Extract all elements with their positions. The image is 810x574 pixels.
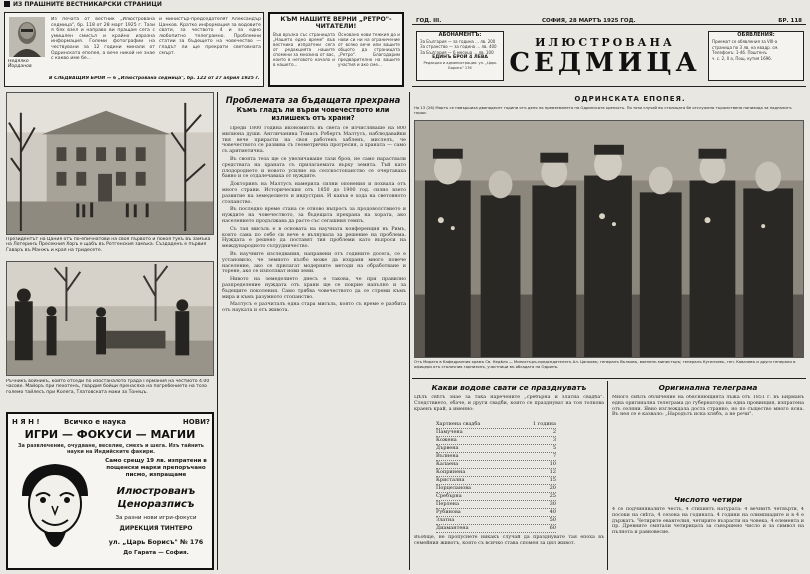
single-issue-price: ЕДИНЪ БРОЙ 4 ЛЕВА [432, 55, 488, 61]
advertising-line-2: страница по 3 лв. на квадр. см. [712, 44, 779, 50]
center-right-column-rule [409, 92, 410, 570]
advertising-title: ОБЯВЛЕНИЯ: [737, 32, 775, 38]
subscription-line-1: За България — за година ... лв. 200 [420, 39, 496, 44]
anniversary-row [436, 437, 556, 445]
center-article-p3: Докторинъ на Малтусъ намерила силни опонения и похвала отъ много страни. Историческия отъ 1850 до 1900 год. силно взето развитие на земеделието и индустрия. И какъв е хода на световното стопанство. [222, 182, 406, 205]
center-left-column-rule [217, 92, 218, 570]
anniversary-name: Кожена [436, 437, 457, 443]
anniversary-name: Копринена [436, 469, 466, 475]
top-bar [2, 0, 402, 10]
anniversary-row [436, 445, 556, 453]
center-article-subtitle: Къмъ гладъ ли върви човечеството или излишекъ отъ храни? [236, 106, 390, 122]
anniversary-name: Порцеланова [436, 485, 472, 491]
retro-col2: Основано нови тежкия до и нови си ни на ограничение от всяко вече или вашите общото да страницата „Ретро". Благодарим предварително на вашите участия и ако сме... [338, 32, 400, 67]
anniversary-years: 50 [549, 517, 556, 523]
ad-top-mid: Всичко е наука [64, 418, 126, 426]
anniversary-years: 7 [552, 453, 556, 459]
anniversary-years: 2 [552, 429, 556, 435]
advertising-box [708, 31, 804, 81]
main-photo-generals [414, 120, 804, 358]
anniversary-years: 1 година [532, 421, 556, 427]
anniversary-years: 12 [549, 469, 556, 475]
author-portrait [9, 17, 45, 57]
center-article-p4: Въ последно време стана се отново въпросъ за продоволствието и нуждите на човечеството, за бъдещата прехрана на хората, ако населението продължава да расте със сегашния темпъ. [222, 207, 406, 224]
center-article-p5: Съ тая мисъль е в основата на научната конференция въ Римъ, която сама по себе си вече е вълнувала за решение на проблема. Нуждата е решено да поставят тия проблеми като въпроси на международното сътрудничество. [222, 226, 406, 250]
anniversary-years: 15 [549, 477, 556, 483]
ad-brand-line1: Илюстрованъ [116, 486, 196, 497]
center-article-p2: Въ своята теза ще се увеличаваше тази броя, не само нараствали средствата на храната съ прилагаемата върху земята. Тъй като плодородието и новото усилие на селскостопанство се очертаваха бавно и се отдалечаваха от нуждите. [222, 156, 406, 180]
anniversary-years: 40 [549, 509, 556, 515]
intro-text-right: и министър-председателят Александър Цанков. Кратко информация за водовите свати, за чеството 4 и за едно любопитно телеграмно. Проблемни статии за бъдещето на човечество — гладът ли ще прекрати световната смърт. [159, 17, 261, 56]
retro-col1: Във връзка със страницата „Нашето едно време" във вестника изпратени сега от редакцията нашите спомени за мнозина от вас, които в неговото начало и в нашето... [273, 32, 335, 67]
ad-price-text: Само срещу 19 лв. изпратени в пощенски марки препоръчано писмо, изпращаме [105, 458, 207, 478]
advertising-line-3: Телефонъ: 1-46. Поштенъ [712, 50, 767, 56]
center-article-p7: Нивото на земеделието днесъ е такова, че при правилно разпределение нуждата отъ храни ще се покрие напълно и за бъдещите поколения. Само трябва човечеството да се стреми къмъ мира и къмъ разумното стопанство. [222, 277, 406, 300]
number-four-title: Числото четири [674, 495, 742, 504]
ad-subheadline: За развлечение, очудване, веселие, смехъ и шега. Изъ тайнить науки на Индийските факири. [18, 443, 204, 455]
bottom-column-rule [607, 381, 608, 570]
editorial-address: Редакция и администрация: ул. „Царь Борисъ" 176 [423, 61, 497, 70]
center-article-title: Проблемата за бъдащата прехрана [225, 95, 401, 105]
top-bar-label: ИЗ ПРАШНИТЕ ВЕСТНИКАРСКИ СТРАНИЦИ [13, 1, 162, 8]
retro-title: КЪМ НАШИТЕ ВЕРНИ „РЕТРО"-ЧИТАТЕЛИ! [280, 16, 392, 30]
masthead-info-row [412, 17, 806, 25]
anniversary-name: Перлена [436, 501, 459, 507]
retro-readers-box [268, 12, 404, 87]
main-photo-title: ОДРИНСКАТА ЕПОПЕЯ. [574, 95, 686, 103]
photo-soldiers-caption: Ръчникъ войникъ, който отседи по изостаналото града Германия на честиото 4.00 часове. Майоръ при пехотенъ, гвардия бойци пренасяха на погребението на тозо големо тайлесъ при Колега, Тлатовската маки за Тонецъ. [6, 379, 210, 395]
masthead-issue: БР. 118 [778, 18, 802, 24]
photo-building-caption: Президентът на Цания отъ по-епичнатови на своя първото и покоя тукъ въ замъка на Лотеринъ Пресекния Хоръ е щабъ въ Ротгенския замъка. Създаденъ е първия Гаваръ въ Манжъ и края на тридесете. [6, 237, 211, 253]
anniversary-row [436, 525, 556, 533]
ad-address: ул. „Царь Борисъ" № 176 [108, 538, 204, 546]
ad-top-right: НОВИ? [182, 418, 210, 426]
anniversary-name: Рубинова [436, 509, 461, 515]
photo-soldiers-ceremony [6, 261, 214, 376]
anniversary-years: 30 [549, 501, 556, 507]
anniversary-years: 10 [549, 461, 556, 467]
center-article-p6: Въ научните изследвания, направени отъ годините досега, се е установило, че земното кълбо може да изхрани много повече население, ако се прилагат модерните методи на обработване и торене, ако се използват нови земи. [222, 251, 406, 275]
anniversaries-list [436, 421, 556, 533]
anniversary-years: 3 [552, 437, 556, 443]
main-photo-top-caption: На 13 (26) Мартъ се навършиха дванадесет години отъ деня на превземането на Одринската крепость. По този случай въ столицата бе отслужена тържествена панихида за падналитъ герои. [414, 106, 792, 115]
subscription-box [416, 31, 504, 81]
fakir-face-icon [14, 458, 96, 564]
subscription-line-2: За странство — за година ... лв. 400 [420, 44, 497, 50]
telegram-text: Много смѣлъ обличение на обясняющията лъжа отъ 1851 г. въ Бирманъ една оригинална телеграма до губернатора на една провинция, изпратена отъ селяни. Явно изглеждала доста странно, но по същество много ясна. Въ нея се е казвало: „Народътъ иска хлябъ, а не речи". [612, 395, 804, 418]
intro-text-left: Из печата от вестник „Илюстрована седмица", бр. 118 от 28 март 1925 г. Тази я бях взел и направо ви пращам сега с умишлен смисъл и крайно изразна информация. Големи фотографии на чествувани за 12 години минали от Одринската епопея, а вече никой не знае с какво име бе... [51, 17, 155, 62]
masthead-title-big: СЕДМИЦА [509, 48, 701, 78]
anniversary-row [436, 485, 556, 493]
anniversary-years: 5 [552, 445, 556, 451]
main-photo-generals-image [415, 121, 803, 357]
ad-headline: ИГРИ — ФОКУСИ — МАГИИ [24, 428, 196, 441]
photo-soldiers-image [7, 262, 213, 375]
anniversary-name: Вълнена [436, 453, 459, 459]
photo-building-square [6, 92, 214, 235]
masthead-bottom-rule [412, 86, 806, 87]
ad-brand-line2: Ценоразписъ [117, 499, 195, 510]
author-portrait-image [9, 17, 45, 57]
anniversaries-title: Какви водове свати се празднуватъ [431, 383, 587, 392]
anniversary-row [436, 421, 556, 429]
intro-box [4, 12, 264, 87]
ad-address2: До Гарата — София. [123, 550, 189, 556]
anniversaries-intro: Цѣлъ свѣтъ знае за така наречените „сребърна и златна свадба". Следствието, обаче, и други свадби, които се празднуват на тоя толкова краенъ край, а именно: [414, 395, 604, 412]
center-article-body [222, 126, 406, 570]
fakir-illustration [14, 458, 96, 564]
ad-top-left: Н Я Н ! [12, 418, 40, 426]
masthead-date: СОФИЯ, 28 МАРТЪ 1925 ГОД. [542, 18, 636, 24]
subscription-title: АБОНАМЕНТЪ: [438, 32, 482, 38]
anniversary-row [436, 517, 556, 525]
ad-direction: ДИРЕКЦИЯ ТИНТЕРО [119, 525, 193, 532]
anniversary-name: Сребърна [436, 493, 462, 499]
anniversary-row [436, 509, 556, 517]
anniversary-row [436, 429, 556, 437]
anniversary-name: Хартиена свадба [436, 421, 481, 427]
telegram-title: Оригинална телеграма [658, 383, 758, 392]
advertising-line-4: ч. с. 2, II а, Пощ. кутия 1696. [712, 55, 772, 61]
photo-building-image [7, 93, 213, 234]
advertising-line-1: Приемат се обявления за VIII-а [712, 39, 778, 44]
main-photo-bottom-caption: Отъ Мирата в Кафедралния храмъ Св. Недѣля — Министъръ-председателятъ Ал. Цанковъ; генералъ Вълковъ, воененъ министъръ; генералъ Кутинчевъ, ген. Ковачевъ и други генерали и офицери отъ столичния гарнизонъ, участници въ обсадата на Одринъ. [414, 360, 796, 369]
magic-tricks-ad [6, 412, 214, 570]
ad-brand-sub: За разни нови игри-фокуси [115, 515, 197, 521]
anniversary-row [436, 501, 556, 509]
number-four-text: 4 се подчинявалите честь, 4 стихиятъ натурата: 4 вечнитѣ четвърти, 4 посоки на свѣта, 4 сезона на годината. 4 години на олимпиадите и в 4 е държатъ. Четирите евангелия, четирите възрасти на човека, 4 елемента и пр. Древните смятали четирицата за съвършено число и за символ на пълнота и равновесие. [612, 507, 804, 536]
anniversary-row [436, 477, 556, 485]
square-bullet-icon [4, 1, 10, 7]
ad-top-row [12, 417, 210, 427]
anniversary-name: Златна [436, 517, 455, 523]
masthead-year: ГОД. III. [416, 18, 442, 24]
masthead-title-small: ИЛЮСТРОВАНА [535, 36, 675, 49]
center-article-p1: Преди 1800 година икономисть въ света се изчисляваше на 800 милиона души. Англичанина Томасъ Робертъ Малтусъ, наблюдавайки тия вече прирасти на своя работенъ хабленъ, мислелъ, че човечеството се развива съ геометрична прогресия, а храната — само съ аритметична. [222, 126, 406, 155]
intro-footer: В СЛЕДВАЩИЯ БРОЙ — 6 „Илюстрована седмица", бр. 122 от 27 април 1925 г. [49, 76, 260, 81]
anniversary-row [436, 493, 556, 501]
anniversary-name: Диамантена [436, 525, 469, 531]
anniversary-years: 25 [549, 493, 556, 499]
photo-bottom-rule [412, 378, 806, 379]
anniversary-name: Дървена [436, 445, 459, 451]
anniversary-years: 20 [549, 485, 556, 491]
subscription-line-3: За България — 6 месеца ... лв. 100 [420, 49, 494, 55]
center-article-p8: Малтусъ е разчиталъ една стара мисъль, която съ време е разбита отъ науката и отъ живота. [222, 302, 406, 314]
author-name: Недялко Йорданов [8, 59, 32, 70]
anniversary-name: Калаена [436, 461, 459, 467]
anniversary-name: Кристална [436, 477, 465, 483]
anniversary-name: Памучена [436, 429, 463, 435]
anniversary-years: 60 [549, 525, 556, 531]
anniversary-row [436, 469, 556, 477]
anniversary-row [436, 461, 556, 469]
anniversary-row [436, 453, 556, 461]
anniversaries-footer: Въобще, не пропуснете никакъ случай да празднувате тая епоха въ семейния животъ, която съ всичко става спомен за цял живот. [414, 535, 604, 546]
